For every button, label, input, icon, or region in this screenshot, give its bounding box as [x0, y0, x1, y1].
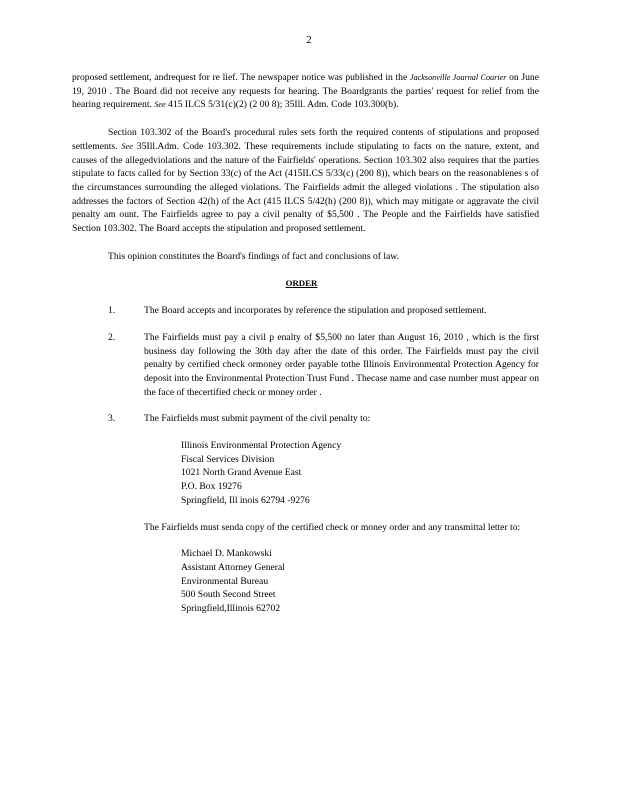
address-line: Fiscal Services Division	[181, 453, 275, 465]
item-text: The Fairfields must submit payment of the civil penalty to:	[144, 413, 371, 425]
order-item	[72, 412, 539, 426]
see-signal: See	[154, 100, 166, 110]
address-line: Michael D. Mankowski	[181, 548, 272, 560]
order-heading-text: ORDER	[285, 278, 318, 289]
document-body	[72, 71, 539, 629]
address-line: Springfield, Ill inois 62794 -9276	[181, 494, 310, 506]
address-line: Environmental Bureau	[181, 575, 269, 587]
para2-text-end: 35Ill.Adm. Code 103.302. These requirements include stipulating to facts on the nature, extent, and causes of the allegedviolations and the nature of the Fairfields' operations. Section 103.302 also requires that the parties stipulate to facts called for by Section 33(c) of the Act (415ILCS 5/33(c) (200 8)), which bears on the reasonablenes s of the circumstances surrounding the alleged violations. The Fairfields admit the alleged violations . The stipulation also addresses the factors of Section 42(h) of the Act (415 ILCS 5/42(h) (200 8)), which may mitigate or aggravate the civil penalty am ount. The Fairfields agree to pay a civil penalty of $5,500 . The People and the Fairfields have satisfied Section 103.302. The Board accepts the stipulation and proposed settlement.	[72, 140, 539, 235]
item-text: The Board accepts and incorporates by reference the stipulation and proposed settlement.	[144, 305, 487, 317]
item-number: 3.	[108, 413, 116, 425]
order-heading	[72, 277, 539, 291]
address-line: Assistant Attorney General	[181, 561, 285, 573]
see-signal: See	[121, 141, 133, 151]
para1-text-start: proposed settlement, andrequest for re lief. The newspaper notice was published in the	[72, 72, 408, 83]
item-number: 2.	[108, 331, 116, 343]
item-number: 1.	[108, 305, 116, 317]
page-number: 2	[306, 34, 312, 46]
conclusion-paragraph: This opinion constitutes the Board's findings of fact and conclusions of law.	[108, 250, 400, 262]
address-line: 500 South Second Street	[181, 589, 276, 601]
item-text: The Fairfields must pay a civil p enalty of $5,500 no later than August 16, 2010 , which is the first business day following the 30th day after the date of this order. The Fairfields must pay the civil penalty by certified check ormoney order payable tothe Illinois Environmental Protection Agency for deposit into the Environmental Protection Trust Fund . Thecase name and case number must appear on the face of thecertified check or money order .	[144, 331, 539, 398]
para2-text-start: Section 103.302 of the Board's procedural rules sets forth the required contents of stipulations and proposed settlements.	[72, 127, 539, 152]
para1-text-middle: on June 19, 2010 . The Board did not receive any requests for hearing. The Boardgrants the parties' request for relief from the hearing requirement.	[72, 72, 539, 111]
address-line: Illinois Environmental Protection Agency	[181, 440, 342, 452]
address-line: 1021 North Grand Avenue East	[181, 467, 302, 479]
para1-text-end: 415 ILCS 5/31(c)(2) (2 00 8); 35Ill. Adm. Code 103.300(b).	[168, 99, 399, 111]
address-line: Springfield,Illinois 62702	[181, 602, 281, 614]
address-line: P.O. Box 19276	[181, 481, 242, 493]
order-item	[72, 331, 539, 400]
copy-instruction: The Fairfields must senda copy of the certified check or money order and any transmittal letter to:	[144, 521, 521, 533]
payment-address-block	[72, 439, 539, 507]
newspaper-name: Jacksonville Journal Courier	[409, 73, 507, 82]
settlement-paragraph	[72, 71, 539, 112]
requirements-paragraph	[72, 126, 539, 236]
copy-address-block	[72, 547, 539, 615]
order-item	[72, 304, 539, 318]
